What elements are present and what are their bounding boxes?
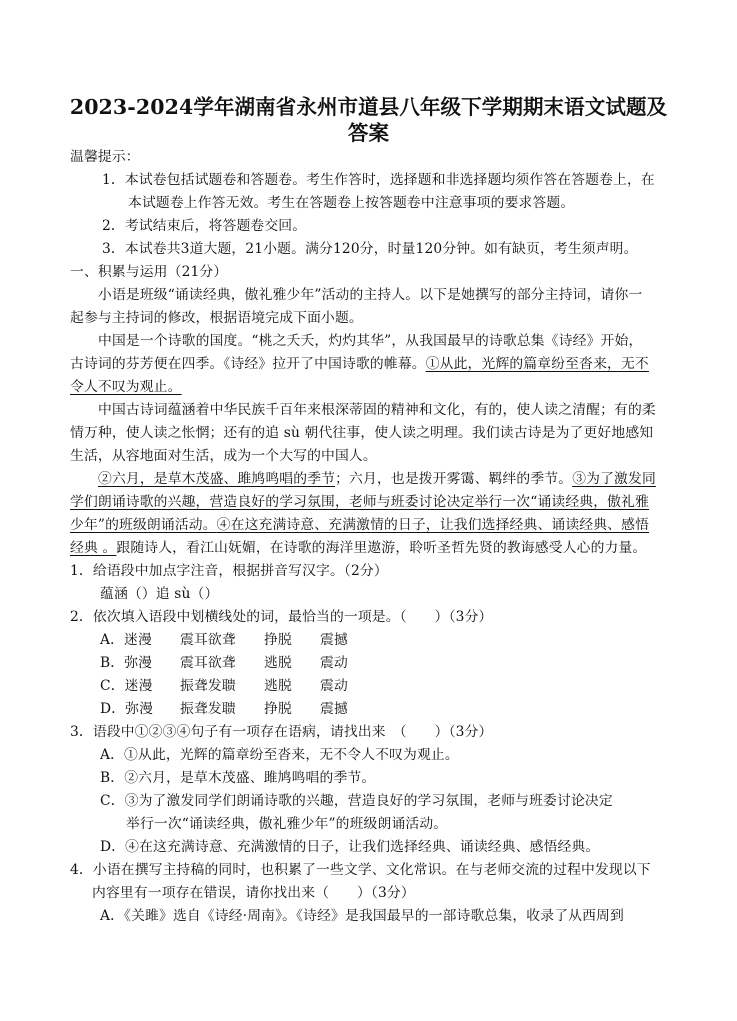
question-3-option-d: D．④在这充满诗意、充满激情的日子，让我们选择经典、诵读经典、感悟经典。 bbox=[100, 839, 600, 855]
sentence-3-underlined-end: 少年”的班级朗诵活动。 bbox=[70, 517, 217, 533]
option-b-word-3: 逃脱 bbox=[264, 655, 292, 671]
option-a-word-2: 震耳欲聋 bbox=[180, 632, 236, 648]
question-4-option-a: A．《关雎》选自《诗经·周南》。《诗经》是我国最早的一部诗歌总集，收录了从西周到 bbox=[100, 908, 624, 924]
paragraph-1-line-2 bbox=[70, 355, 649, 373]
option-c-word-1: C．迷漫 bbox=[100, 678, 153, 694]
question-3-option-a: A．①从此，光辉的篇章纷至沓来，无不令人不叹为观止。 bbox=[100, 747, 459, 763]
sentence-1-underlined: ①从此，光辉的篇章纷至沓来，无不 bbox=[425, 356, 649, 372]
paragraph-3-line-3 bbox=[70, 516, 649, 534]
document-title bbox=[40, 94, 697, 146]
question-3-option-b: B．②六月，是草木茂盛、雎鸠鸣唱的季节。 bbox=[100, 770, 376, 786]
sentence-4-underlined: ④在这充满诗意、充满激情的日子，让我们选择经典、诵读经典、感悟 bbox=[216, 517, 650, 533]
question-3-option-c-line-2: 举行一次“诵读经典，傲礼雅少年”的班级朗诵活动。 bbox=[126, 816, 448, 832]
option-b-word-1: B．弥漫 bbox=[100, 655, 153, 671]
notice-item-3: 3．本试卷共3道大题，21小题。满分120分，时量120分钟。如有缺页，考生须声明。 bbox=[102, 241, 638, 257]
question-4-stem-line-1: 4．小语在撰写主持稿的同时，也积累了一些文学、文化常识。在与老师交流的过程中发现以下 bbox=[70, 862, 651, 878]
paragraph-3-line-1-text: ；六月，也是拨开雾霭、羁绊的季节。 bbox=[335, 471, 573, 487]
section-1-intro-line-1: 小语是班级“诵读经典，傲礼雅少年”活动的主持人。以下是她撰写的部分主持词，请你一 bbox=[98, 287, 643, 303]
sentence-4-underlined-end: 经典 。 bbox=[70, 540, 117, 556]
option-d-word-4: 震撼 bbox=[320, 701, 348, 717]
paragraph-3-line-1 bbox=[98, 470, 656, 488]
option-c-word-2: 振聋发聩 bbox=[180, 678, 236, 694]
question-2-option-d bbox=[100, 700, 348, 718]
notice-item-2: 2．考试结束后，将答题卷交回。 bbox=[102, 218, 307, 234]
question-3-option-c-line-1: C．③为了激发同学们朗诵诗歌的兴趣，营造良好的学习氛围，老师与班委讨论决定 bbox=[100, 793, 613, 809]
paragraph-3-line-4 bbox=[70, 539, 646, 557]
paragraph-3-line-4-text: 跟随诗人，看江山妩媚，在诗歌的海洋里遨游，聆听圣哲先贤的教诲感受人心的力量。 bbox=[116, 540, 647, 556]
question-2-option-b bbox=[100, 654, 348, 672]
paragraph-1-line-2-text: 古诗词的芬芳便在四季。《诗经》拉开了中国诗歌的帷幕。 bbox=[70, 356, 426, 372]
question-2-option-a bbox=[100, 631, 348, 649]
option-a-word-4: 震撼 bbox=[320, 632, 348, 648]
option-c-word-4: 震动 bbox=[320, 678, 348, 694]
option-d-word-1: D．弥漫 bbox=[100, 701, 154, 717]
paragraph-1-line-3 bbox=[70, 378, 182, 396]
option-d-word-2: 振聋发聩 bbox=[180, 701, 236, 717]
title-line-2: 答案 bbox=[347, 121, 390, 145]
question-1-answer-line: 蕴涵（）追 sù（） bbox=[100, 586, 219, 602]
section-1-intro-line-2: 起参与主持词的修改，根据语境完成下面小题。 bbox=[70, 310, 363, 326]
title-line-1: 2023-2024学年湖南省永州市道县八年级下学期期末语文试题及 bbox=[69, 95, 668, 119]
sentence-2-underlined: ②六月，是草木茂盛、雎鸠鸣唱的季节 bbox=[98, 471, 336, 487]
option-b-word-2: 震耳欲聋 bbox=[180, 655, 236, 671]
notice-item-1-line-1: 1．本试卷包括试题卷和答题卷。考生作答时，选择题和非选择题均须作答在答题卷上，在 bbox=[102, 172, 655, 188]
option-b-word-4: 震动 bbox=[320, 655, 348, 671]
paragraph-2-line-2: 情万种，使人读之怅惘；还有的追 sù 朝代往事，使人读之明理。我们读古诗是为了更好地感知 bbox=[70, 425, 654, 441]
option-c-word-3: 逃脱 bbox=[264, 678, 292, 694]
sentence-3-underlined-cont: 学们朗诵诗歌的兴趣，营造良好的学习氛围，老师与班委讨论决定举行一次“诵读经典，傲礼雅 bbox=[70, 494, 650, 510]
question-3-stem: 3．语段中①②③④句子有一项存在语病，请找出来 （ ）（3分） bbox=[70, 724, 493, 740]
notice-header: 温馨提示： bbox=[70, 149, 140, 165]
notice-item-1-line-2: 本试题卷上作答无效。考生在答题卷上按答题卷中注意事项的要求答题。 bbox=[128, 195, 575, 211]
paragraph-1-line-1: 中国是一个诗歌的国度。“桃之夭夭，灼灼其华”，从我国最早的诗歌总集《诗经》开始， bbox=[98, 333, 643, 349]
paragraph-3-line-2 bbox=[70, 493, 649, 511]
option-a-word-1: A．迷漫 bbox=[100, 632, 152, 648]
question-1-stem: 1．给语段中加点字注音，根据拼音写汉字。（2分） bbox=[70, 563, 388, 579]
question-2-option-c bbox=[100, 677, 348, 695]
option-d-word-3: 挣脱 bbox=[264, 701, 292, 717]
sentence-1-underlined-cont: 令人不叹为观止。 bbox=[70, 379, 182, 395]
question-4-stem-line-2: 内容里有一项存在错误，请你找出来（ ）（3分） bbox=[92, 885, 415, 901]
paragraph-2-line-3: 生活，从容地面对生活，成为一个大写的中国人。 bbox=[70, 448, 377, 464]
sentence-3-underlined: ③为了激发同 bbox=[572, 471, 656, 487]
question-2-stem: 2．依次填入语段中划横线处的词，最恰当的一项是。（ ）（3分） bbox=[70, 609, 493, 625]
section-1-heading: 一、积累与运用（21分） bbox=[70, 264, 228, 280]
paragraph-2-line-1: 中国古诗词蕴涵着中华民族千百年来根深蒂固的精神和文化，有的，使人读之清醒；有的柔 bbox=[98, 402, 656, 418]
option-a-word-3: 挣脱 bbox=[264, 632, 292, 648]
